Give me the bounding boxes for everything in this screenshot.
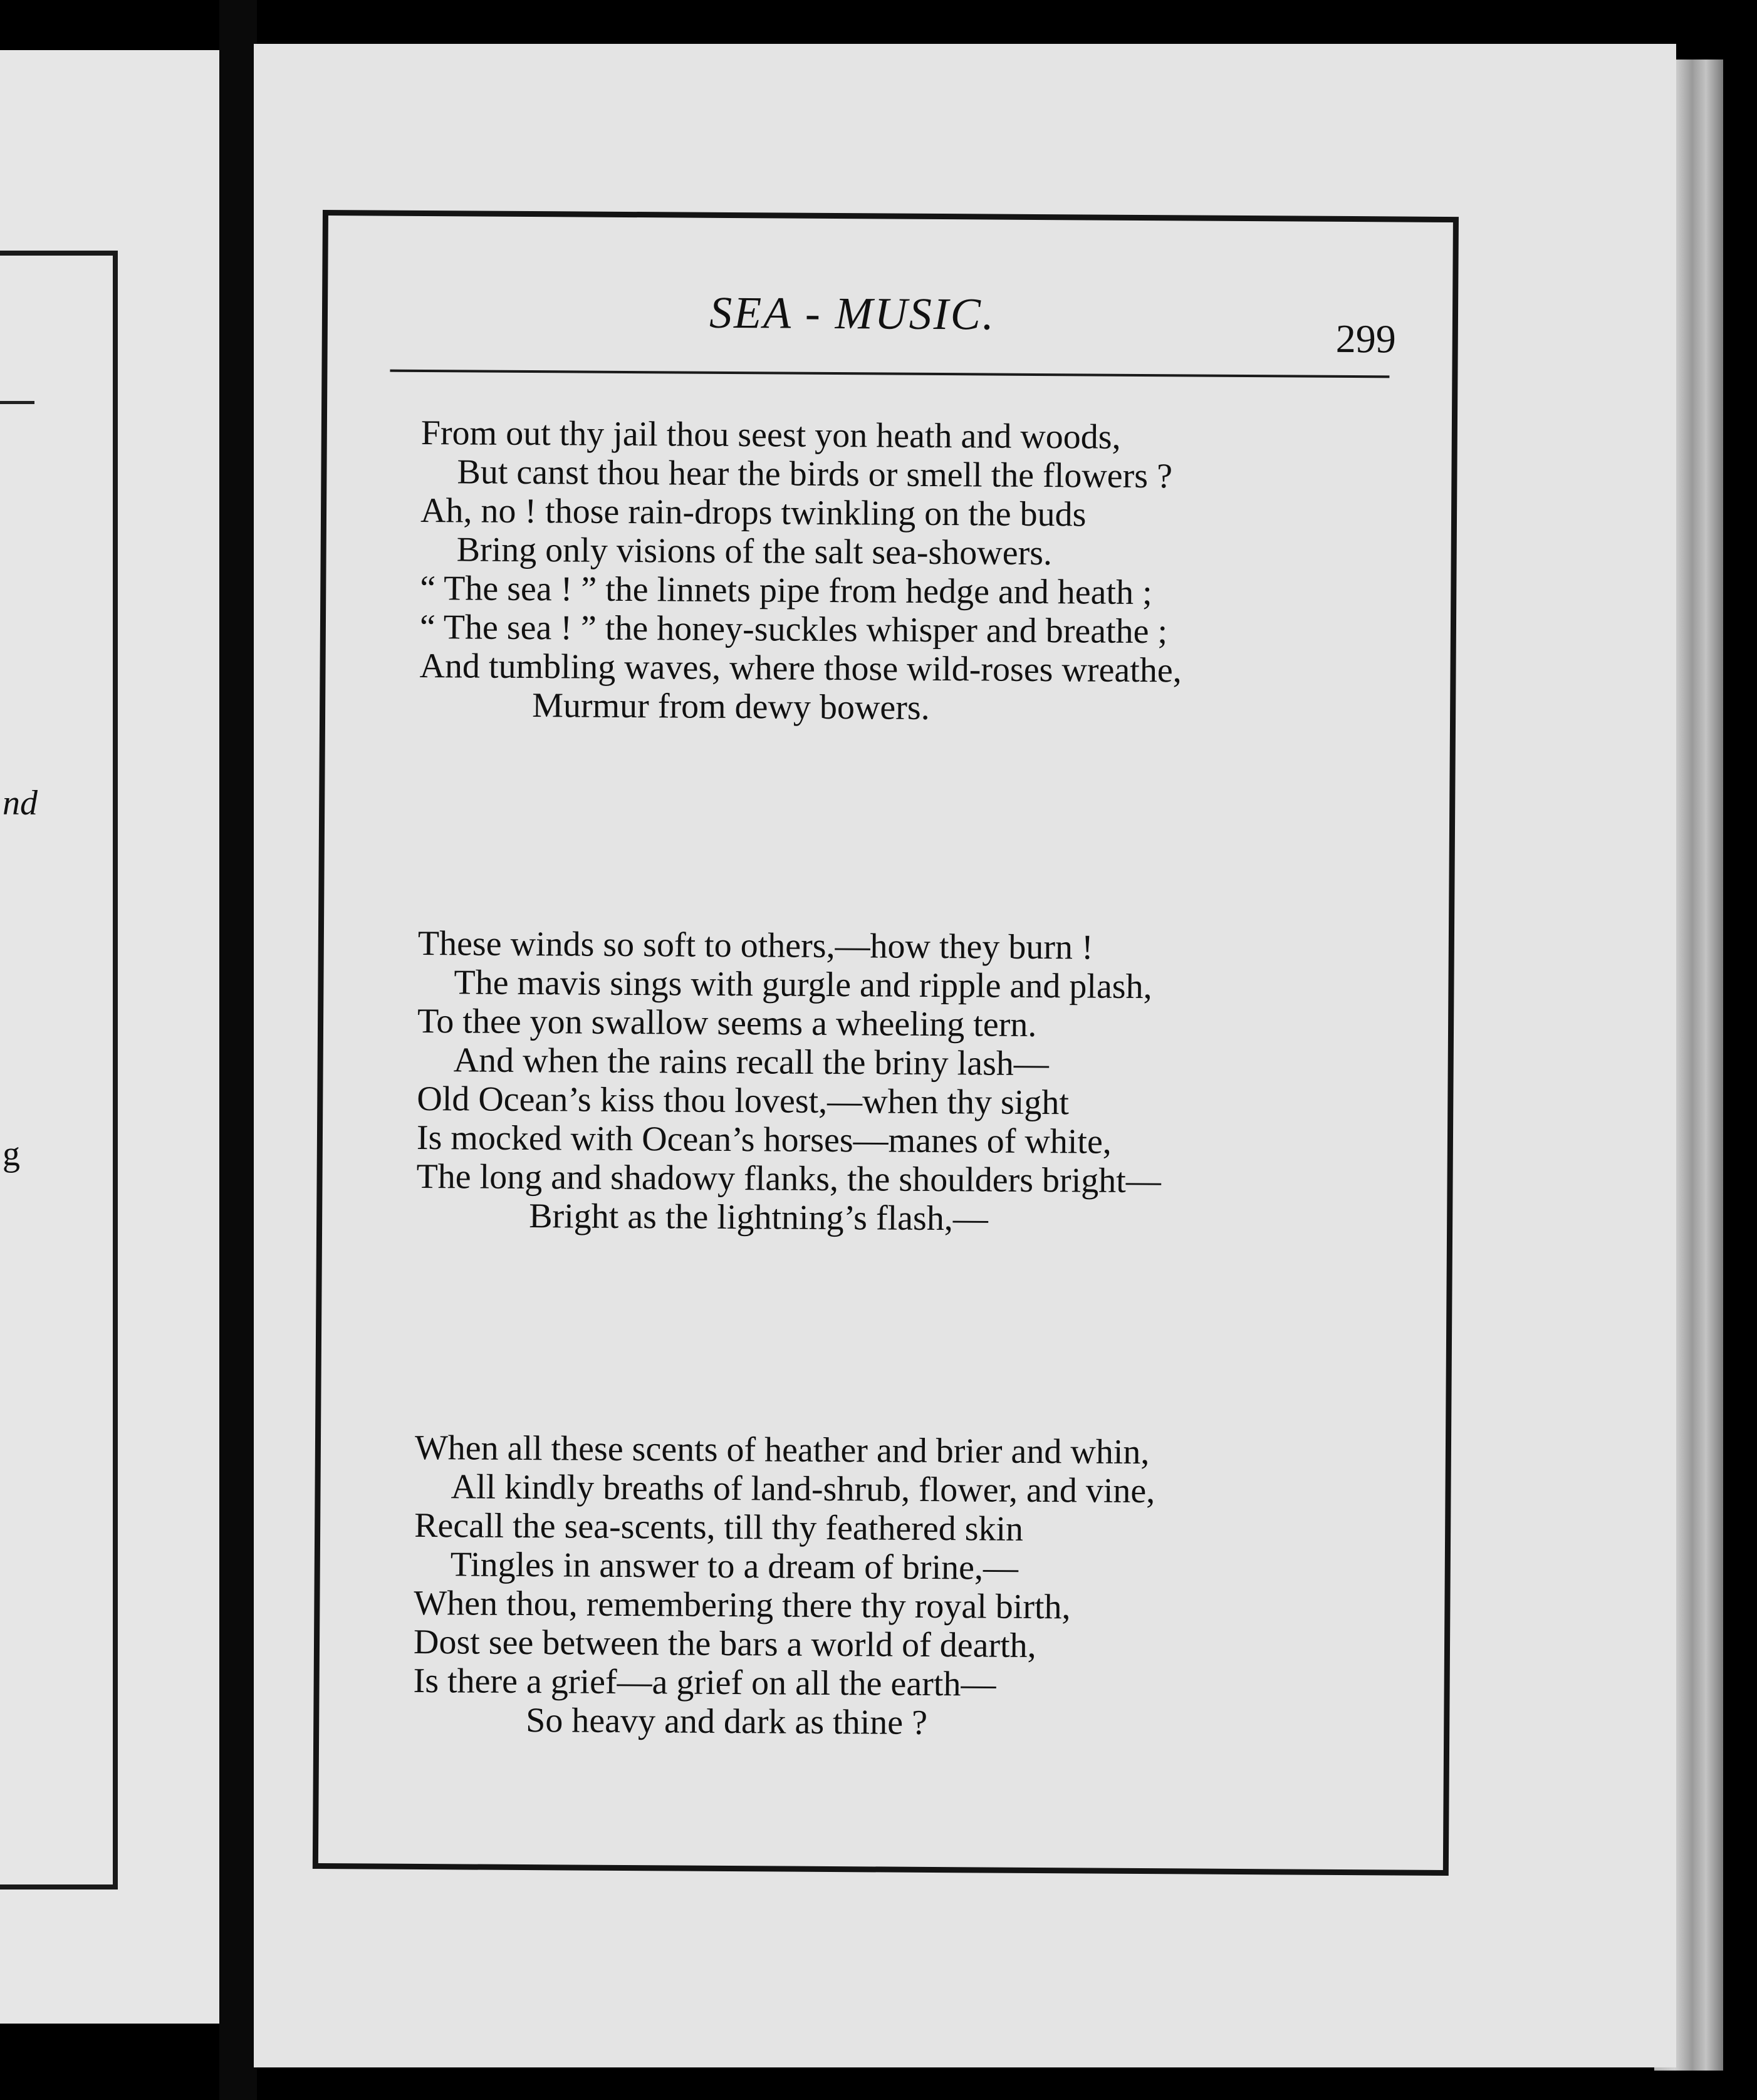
- verse-line: The long and shadowy flanks, the shoulders bright—: [416, 1157, 1161, 1201]
- verse-line: And tumbling waves, where those wild-roses wreathe,: [419, 646, 1182, 690]
- previous-page-text-fragment: nd: [3, 784, 38, 823]
- verse-line: Bright as the lightning’s flash,—: [529, 1197, 988, 1239]
- verse-line: From out thy jail thou seest yon heath and woods,: [420, 413, 1121, 457]
- page-number: 299: [1335, 316, 1396, 361]
- verse-line: Tingles in answer to a dream of brine,—: [450, 1545, 1019, 1588]
- verse-line: But canst thou hear the birds or smell the flowers ?: [457, 452, 1173, 496]
- verse-line: “ The sea ! ” the honey-suckles whisper and breathe ;: [419, 607, 1168, 652]
- verse-line: Is there a grief—a grief on all the earth—: [413, 1661, 996, 1704]
- previous-page: [0, 50, 219, 2024]
- verse-line: Ah, no ! those rain-drops twinkling on the buds: [420, 491, 1087, 534]
- previous-page-text-fragment: g: [3, 1135, 20, 1173]
- stanza-3: [413, 1428, 1417, 1745]
- verse-line: To thee yon swallow seems a wheeling tern.: [417, 1001, 1037, 1044]
- verse-line: Bring only visions of the salt sea-showers.: [456, 530, 1053, 573]
- running-title: SEA - MUSIC.: [709, 287, 996, 340]
- header-rule: [390, 370, 1389, 378]
- page-border-frame: [313, 210, 1459, 1876]
- book-gutter: [219, 0, 257, 2100]
- verse-line: And when the rains recall the briny lash—: [453, 1041, 1050, 1084]
- previous-page-rule: [0, 401, 34, 404]
- stanza-1: [419, 413, 1424, 730]
- verse-line: Murmur from dewy bowers.: [531, 686, 930, 727]
- verse-line: Recall the sea-scents, till thy feathered skin: [414, 1505, 1024, 1549]
- verse-line: When all these scents of heather and brier and whin,: [414, 1428, 1150, 1472]
- verse-line: The mavis sings with gurgle and ripple and plash,: [454, 963, 1152, 1007]
- verse-line: “ The sea ! ” the linnets pipe from hedge and heath ;: [420, 568, 1152, 613]
- stanza-2: [416, 924, 1421, 1241]
- verse-line: All kindly breaths of land-shrub, flower, and vine,: [451, 1467, 1155, 1511]
- verse-line: Is mocked with Ocean’s horses—manes of white,: [416, 1118, 1112, 1162]
- verse-line: Old Ocean’s kiss thou lovest,—when thy sight: [417, 1079, 1070, 1123]
- previous-page-border: [0, 251, 118, 1889]
- verse-line: These winds so soft to others,—how they burn !: [417, 923, 1093, 967]
- verse-line: When thou, remembering there thy royal birth,: [414, 1583, 1071, 1627]
- verse-line: Dost see between the bars a world of dearth,: [413, 1622, 1036, 1665]
- verse-line: So heavy and dark as thine ?: [526, 1701, 928, 1742]
